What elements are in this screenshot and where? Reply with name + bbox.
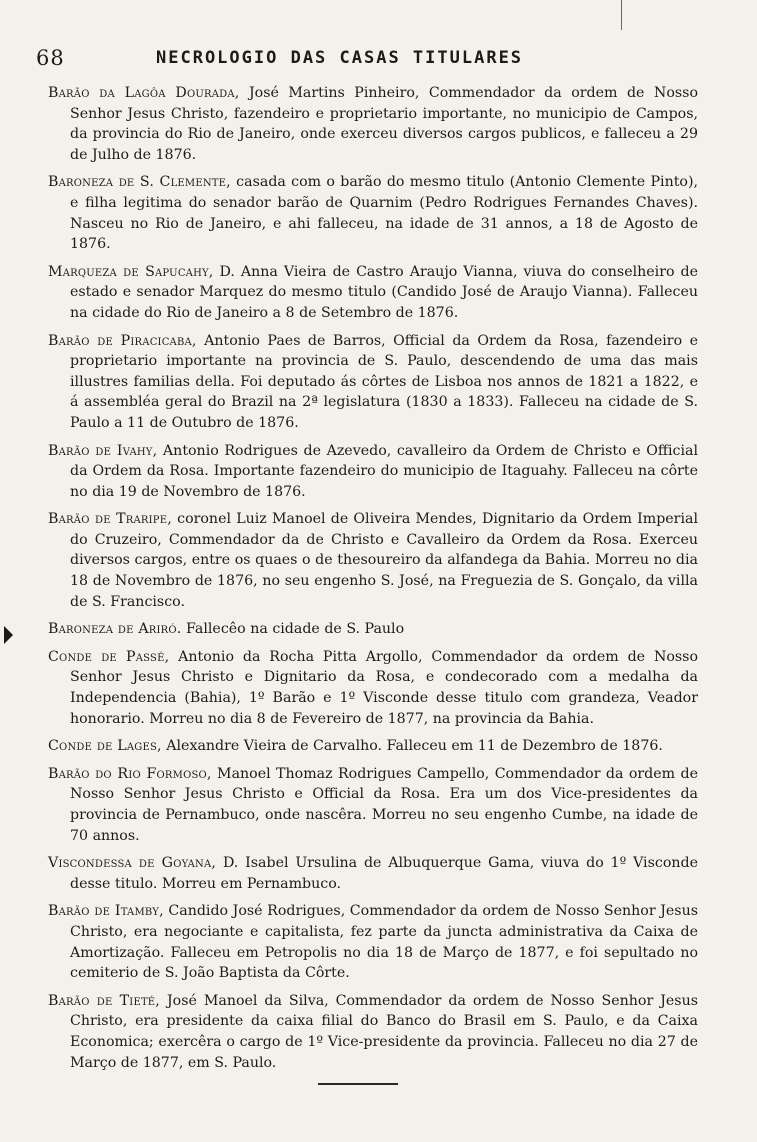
necrology-entries xyxy=(48,83,698,1080)
entry-title: Marqueza de Sapucahy, xyxy=(48,263,214,280)
running-title: NECROLOGIO DAS CASAS TITULARES xyxy=(156,48,524,68)
entry-passe xyxy=(48,647,698,729)
entry-ariro xyxy=(48,619,698,640)
entry-title: Viscondessa de Goyana, xyxy=(48,855,217,872)
entry-title: Conde de Lages, xyxy=(48,738,162,755)
entry-title: Baroneza de Ariró. xyxy=(48,621,182,638)
margin-pointer-icon xyxy=(4,626,13,644)
entry-goyana xyxy=(48,853,698,894)
entry-title: Barão de Ivahy, xyxy=(48,442,158,459)
entry-tiete xyxy=(48,991,698,1073)
entry-text: D. Isabel Ursulina de Albuquerque Gama, viuva do 1º Visconde desse titulo. Morreu em Pernambuco. xyxy=(70,855,698,892)
running-head xyxy=(36,46,706,72)
entry-s-clemente xyxy=(48,172,698,254)
entry-text: Antonio Rodrigues de Azevedo, cavalleiro da Ordem de Christo e Official da Ordem da Rosa. Importante fazendeiro do municipio de Itaguahy. Falleceu na côrte no dia 19 de Novembro de 1876. xyxy=(70,442,698,500)
closing-rule xyxy=(318,1083,398,1085)
entry-text: José Martins Pinheiro, Commendador da ordem de Nosso Senhor Jesus Christo, fazendeiro e proprietario importante, no municipio de Campos, da provincia do Rio de Janeiro, onde exerceu diversos cargos publicos, e falleceu a 29 de Julho de 1876. xyxy=(70,85,698,163)
pencil-mark xyxy=(621,0,622,30)
entry-lagoa-dourada xyxy=(48,83,698,165)
entry-title: Conde de Passé, xyxy=(48,648,170,665)
entry-text: Fallecêo na cidade de S. Paulo xyxy=(181,621,405,638)
entry-text: casada com o barão do mesmo titulo (Antonio Clemente Pinto), e filha legitima do senador barão de Quarnim (Pedro Rodrigues Fernandes Chaves). Nasceu no Rio de Janeiro, e ahi falleceu, na idade de 31 annos, a 18 de Agosto de 1876. xyxy=(70,174,698,253)
entry-title: Barão de Piracicaba, xyxy=(48,332,197,349)
entry-text: Alexandre Vieira de Carvalho. Falleceu em 11 de Dezembro de 1876. xyxy=(161,738,663,755)
entry-text: Antonio da Rocha Pitta Argollo, Commendador da ordem de Nosso Senhor Jesus Christo e Dignitario da Rosa, e condecorado com a medalha da Independencia (Bahia), 1º Barão e 1º Visconde desse titulo com grandeza, Veador honorario. Morreu no dia 8 de Fevereiro de 1877, na provincia da Bahia. xyxy=(70,648,699,727)
entry-title: Barão de Tieté, xyxy=(48,992,161,1009)
entry-title: Barão do Rio Formoso, xyxy=(48,765,212,782)
entry-title: Barão da Lagôa Dourada, xyxy=(48,85,240,101)
entry-itamby xyxy=(48,901,698,983)
entry-title: Baroneza de S. Clemente, xyxy=(48,174,231,191)
page-number: 68 xyxy=(36,46,65,70)
entry-text: Candido José Rodrigues, Commendador da ordem de Nosso Senhor Jesus Christo, era negociante e capitalista, fez parte da juncta administrativa da Caixa de Amortização. Falleceu em Petropolis no dia 18 de Março de 1877, e foi sepultado no cemiterio de S. João Baptista da Côrte. xyxy=(70,903,698,982)
entry-title: Barão de Traripe, xyxy=(48,511,172,528)
entry-text: Antonio Paes de Barros, Official da Ordem da Rosa, fazendeiro e proprietario importante na provincia de S. Paulo, descendendo de uma das mais illustres familias della. Foi deputado ás côrtes de Lisboa nos annos de 1821 a 1822, e á assembléa geral do Brazil na 2ª legislatura (1830 a 1833). Falleceu na cidade de S. Paulo a 11 de Outubro de 1876. xyxy=(70,332,698,431)
entry-traripe xyxy=(48,509,698,612)
entry-rio-formoso xyxy=(48,764,698,846)
entry-text: José Manoel da Silva, Commendador da ordem de Nosso Senhor Jesus Christo, era presidente da caixa filial do Banco do Brasil em S. Paulo, e da Caixa Economica; exercêra o cargo de 1º Vice-presidente da provincia. Falleceu no dia 27 de Março de 1877, em S. Paulo. xyxy=(70,992,698,1071)
entry-sapucahy xyxy=(48,262,698,324)
entry-text: Manoel Thomaz Rodrigues Campello, Commendador da ordem de Nosso Senhor Jesus Christo e Official da Rosa. Era um dos Vice-presidentes da provincia de Pernambuco, onde nascêra. Morreu no seu engenho Cumbe, na idade de 70 annos. xyxy=(70,765,698,844)
entry-piracicaba xyxy=(48,331,698,434)
entry-ivahy xyxy=(48,441,698,503)
entry-lages xyxy=(48,736,698,757)
entry-title: Barão de Itamby, xyxy=(48,903,164,920)
entry-text: coronel Luiz Manoel de Oliveira Mendes, Dignitario da Ordem Imperial do Cruzeiro, Commendador da de Christo e Cavalleiro da Ordem da Rosa. Exerceu diversos cargos, entre os quaes o de thesoureiro da alfandega da Bahia. Morreu no dia 18 de Novembro de 1876, no seu engenho S. José, na Freguezia de S. Gonçalo, da villa de S. Francisco. xyxy=(70,511,698,610)
entry-text: D. Anna Vieira de Castro Araujo Vianna, viuva do conselheiro de estado e senador Marquez do mesmo titulo (Candido José de Araujo Vianna). Falleceu na cidade do Rio de Janeiro a 8 de Setembro de 1876. xyxy=(70,263,698,321)
